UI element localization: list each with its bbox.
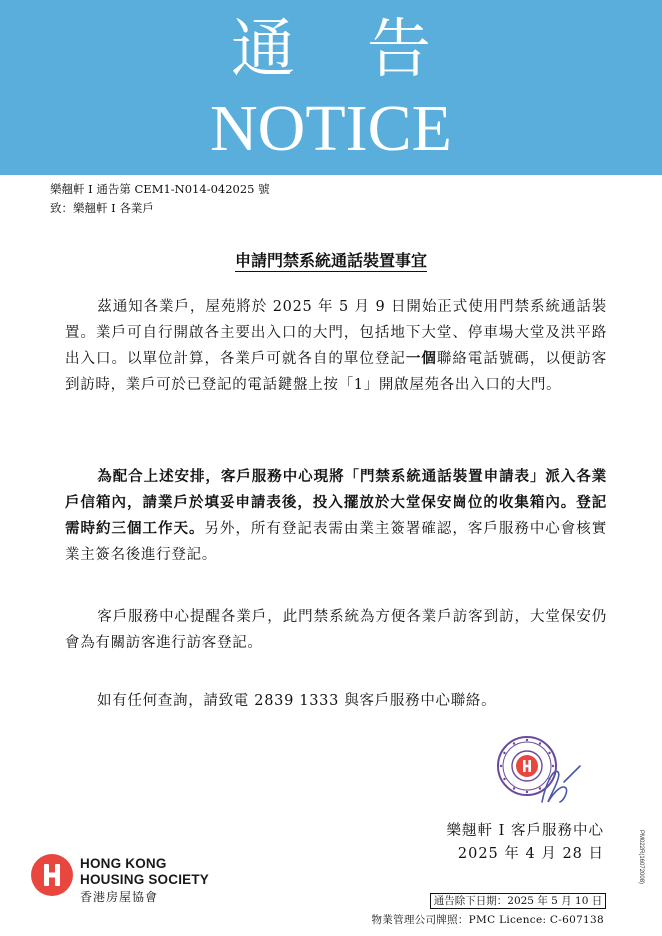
hkhs-logo-icon <box>30 853 74 897</box>
paragraph-3 <box>65 604 607 656</box>
paragraph-1-end: 聯絡電話號碼，以便訪客到訪時，業戶可於已登記的電話鍵盤上按「1」開啟屋苑各出入口的大門。 <box>65 351 607 393</box>
header-banner <box>0 0 662 175</box>
form-code: PM022R(16072008) <box>638 830 644 885</box>
logo-text-line2: HOUSING SOCIETY <box>80 872 210 887</box>
logo-chinese-name: 香港房屋協會 <box>80 890 159 904</box>
paragraph-3-text: 客戶服務中心提醒各業戶，此門禁系統為方便各業戶訪客到訪，大堂保安仍會為有關訪客進行訪客登記。 <box>65 609 607 651</box>
title-chinese: 通告 <box>231 13 503 87</box>
subject-text: 申請門禁系統通話裝置事宜 <box>234 251 427 270</box>
notice-number: 樂翹軒 I 通告第 CEM1-N014-042025 號 <box>50 182 270 196</box>
paragraph-2-bold: 為配合上述安排，客戶服務中心現將「門禁系統通話裝置申請表」派入各業戶信箱內，請業戶於填妥申請表後，投入擺放於大堂保安崗位的收集箱內。登記需時約三個工作天。 <box>65 468 607 537</box>
paragraph-2 <box>65 464 607 568</box>
paragraph-4 <box>65 688 607 714</box>
signoff-date: 2025 年 4 月 28 日 <box>457 846 604 862</box>
paragraph-1-bold: 一個 <box>405 350 437 367</box>
paragraph-1-text: 茲通知各業戶，屋苑將於 2025 年 5 月 9 日開始正式使用門禁系統通話裝置。業戶可自行開啟各主要出入口的大門，包括地下大堂、停車場大堂及洪平路出入口。以單位計算，各業戶可就各自的單位登記 <box>65 299 607 367</box>
logo-text-line1: HONG KONG <box>80 856 167 871</box>
signoff-department: 樂翹軒 I 客戶服務中心 <box>446 823 604 839</box>
pmc-licence: 物業管理公司牌照：PMC Licence: C-607138 <box>371 914 604 926</box>
title-english: NOTICE <box>210 92 452 165</box>
handwritten-signature <box>520 762 582 808</box>
addressee: 致：樂翹軒 I 各業戶 <box>50 201 154 215</box>
paragraph-4-text: 如有任何查詢，請致電 2839 1333 與客戶服務中心聯絡。 <box>97 693 497 709</box>
paragraph-2-end: 另外，所有登記表需由業主簽署確認，客戶服務中心會核實業主簽名後進行登記。 <box>65 521 607 563</box>
paragraph-1 <box>65 294 607 398</box>
removal-date-box: 通告除下日期：2025 年 5 月 10 日 <box>430 893 606 909</box>
notice-subject <box>0 248 662 271</box>
